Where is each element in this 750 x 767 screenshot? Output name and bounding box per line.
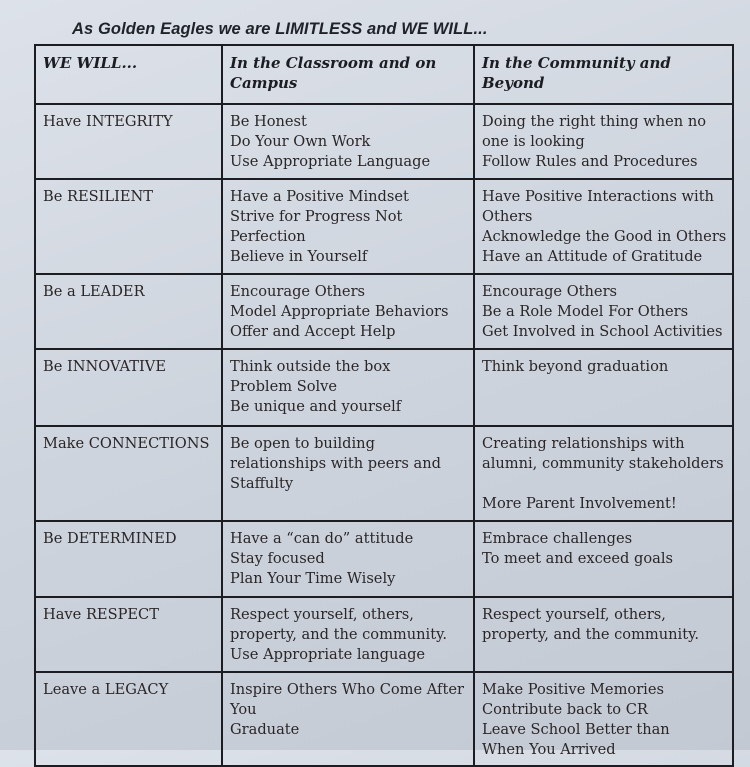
- row-will-cell: Leave a LEGACY: [35, 672, 222, 766]
- classroom-cell: [222, 349, 474, 426]
- classroom-cell: [222, 597, 474, 672]
- list-item: Offer and Accept Help: [230, 323, 396, 340]
- list-item: Believe in Yourself: [230, 248, 368, 265]
- table-row: [35, 104, 733, 179]
- list-item: Model Appropriate Behaviors: [230, 303, 449, 320]
- header-classroom: In the Classroom and on Campus: [222, 45, 474, 104]
- classroom-cell: [222, 274, 474, 349]
- list-item: Plan Your Time Wisely: [230, 570, 396, 587]
- table-row: [35, 274, 733, 349]
- classroom-cell: [222, 426, 474, 521]
- table-row: [35, 426, 733, 521]
- community-cell: [474, 179, 733, 274]
- list-item: Do Your Own Work: [230, 133, 371, 150]
- list-item: Acknowledge the Good in Others: [482, 228, 727, 245]
- list-item: Strive for Progress Not Perfection: [230, 208, 403, 245]
- list-item: Respect yourself, others, property, and the community.: [482, 606, 700, 643]
- community-cell: [474, 672, 733, 766]
- list-item: Doing the right thing when no one is looking: [482, 113, 707, 150]
- row-will-cell: Have INTEGRITY: [35, 104, 222, 179]
- row-will-cell: Be a LEADER: [35, 274, 222, 349]
- list-item: Embrace challenges: [482, 530, 633, 547]
- list-item: Stay focused: [230, 550, 325, 567]
- header-community: In the Community and Beyond: [474, 45, 733, 104]
- table-row: [35, 672, 733, 766]
- page-title: As Golden Eagles we are LIMITLESS and WE WILL...: [72, 20, 488, 38]
- row-will-cell: Make CONNECTIONS: [35, 426, 222, 521]
- list-item: Be open to building relationships with peers and Staffulty: [230, 435, 441, 492]
- row-will-cell: Be INNOVATIVE: [35, 349, 222, 426]
- community-cell: [474, 274, 733, 349]
- community-cell: [474, 349, 733, 426]
- row-will-cell: Be DETERMINED: [35, 521, 222, 597]
- classroom-cell: [222, 521, 474, 597]
- list-item: Graduate: [230, 721, 300, 738]
- list-item: Encourage Others: [230, 283, 366, 300]
- list-item: Get Involved in School Activities: [482, 323, 723, 340]
- list-item: Creating relationships with alumni, community stakeholders: [482, 435, 724, 472]
- list-item: Think beyond graduation: [482, 358, 669, 375]
- list-item: To meet and exceed goals: [482, 550, 674, 567]
- community-cell: [474, 521, 733, 597]
- list-item: Inspire Others Who Come After You: [230, 681, 464, 718]
- expectations-table: [34, 44, 734, 767]
- list-item: Have a Positive Mindset: [230, 188, 409, 205]
- table-row: [35, 179, 733, 274]
- list-item: Be unique and yourself: [230, 398, 402, 415]
- table-row: [35, 349, 733, 426]
- list-item: Have Positive Interactions with Others: [482, 188, 714, 225]
- header-we-will: WE WILL...: [35, 45, 222, 104]
- community-cell: [474, 426, 733, 521]
- list-item: More Parent Involvement!: [482, 495, 677, 512]
- list-item: Make Positive Memories: [482, 681, 664, 698]
- list-item: Think outside the box: [230, 358, 391, 375]
- list-item: Contribute back to CR: [482, 701, 648, 718]
- table-row: [35, 597, 733, 672]
- table-row: [35, 521, 733, 597]
- list-item: Have an Attitude of Gratitude: [482, 248, 703, 265]
- list-item: Leave School Better than When You Arrived: [482, 721, 670, 758]
- community-cell: [474, 597, 733, 672]
- list-item: Be Honest: [230, 113, 307, 130]
- classroom-cell: [222, 104, 474, 179]
- community-cell: [474, 104, 733, 179]
- list-item: Follow Rules and Procedures: [482, 153, 698, 170]
- header-row: [35, 45, 733, 104]
- classroom-cell: [222, 672, 474, 766]
- row-will-cell: Be RESILIENT: [35, 179, 222, 274]
- classroom-cell: [222, 179, 474, 274]
- list-item: Have a “can do” attitude: [230, 530, 414, 547]
- list-item: Be a Role Model For Others: [482, 303, 689, 320]
- list-item: Problem Solve: [230, 378, 338, 395]
- row-will-cell: Have RESPECT: [35, 597, 222, 672]
- list-item: Encourage Others: [482, 283, 618, 300]
- list-item: Use Appropriate language: [230, 646, 426, 663]
- list-item: Respect yourself, others, property, and the community.: [230, 606, 448, 643]
- list-item: Use Appropriate Language: [230, 153, 431, 170]
